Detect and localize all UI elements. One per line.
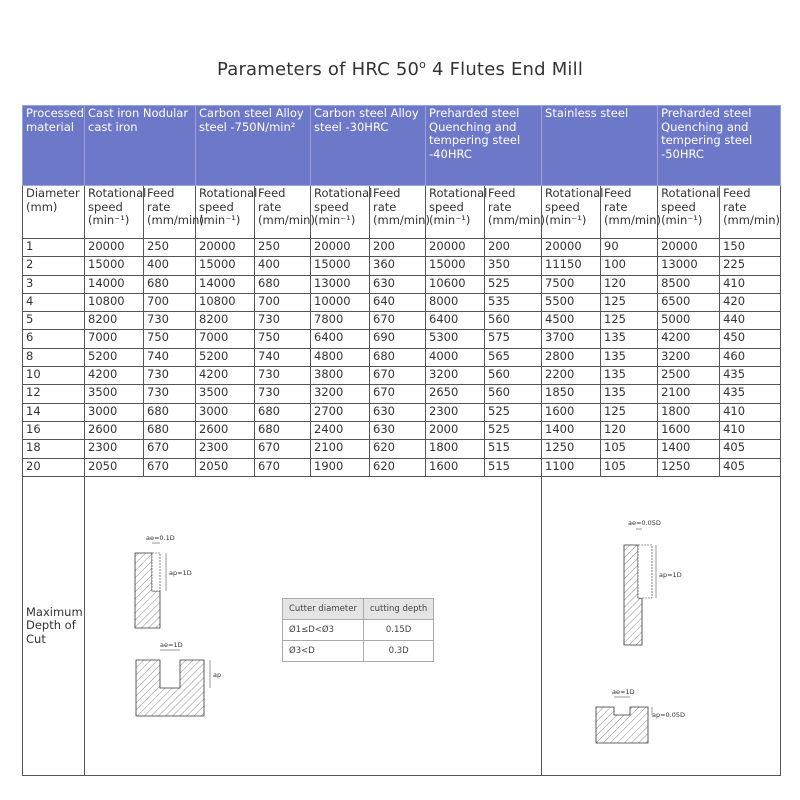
diameter-cell: 5 xyxy=(23,312,85,330)
table-row xyxy=(23,330,781,348)
speed-cell: 1400 xyxy=(542,421,601,439)
feed-cell: 125 xyxy=(601,293,658,311)
speed-cell: 2100 xyxy=(658,385,720,403)
ap-label: ap=0.05D xyxy=(652,711,686,719)
feed-cell: 200 xyxy=(485,239,542,257)
speed-cell: 8000 xyxy=(426,293,485,311)
speed-cell: 13000 xyxy=(658,257,720,275)
speed-cell: 2100 xyxy=(311,440,370,458)
speed-cell: 2050 xyxy=(196,458,255,476)
table-row xyxy=(23,312,781,330)
diameter-cell: 6 xyxy=(23,330,85,348)
speed-cell: 3500 xyxy=(196,385,255,403)
speed-cell: 10000 xyxy=(311,293,370,311)
cutting-depth-cell: 0.3D xyxy=(363,641,433,662)
speed-cell: 2600 xyxy=(196,421,255,439)
speed-cell: 7000 xyxy=(196,330,255,348)
feed-cell: 120 xyxy=(601,421,658,439)
feed-cell: 435 xyxy=(720,367,781,385)
speed-cell: 15000 xyxy=(196,257,255,275)
diameter-cell: 10 xyxy=(23,367,85,385)
feed-cell: 730 xyxy=(255,385,311,403)
feed-cell: 670 xyxy=(144,440,196,458)
speed-cell: 1600 xyxy=(426,458,485,476)
cutting-depth-header xyxy=(283,599,434,620)
feed-cell: 700 xyxy=(144,293,196,311)
table-row xyxy=(23,403,781,421)
speed-cell: 10600 xyxy=(426,275,485,293)
speed-cell: 5200 xyxy=(85,348,144,366)
cutter-diameter-header: Cutter diameter xyxy=(283,599,364,620)
speed-cell: 2300 xyxy=(85,440,144,458)
speed-cell: 7500 xyxy=(542,275,601,293)
material-carbon-steel-750: Carbon steel Alloy steel -750N/min² xyxy=(196,106,311,186)
speed-cell: 3800 xyxy=(311,367,370,385)
speed-cell: 7000 xyxy=(85,330,144,348)
table-row xyxy=(23,293,781,311)
feed-cell: 150 xyxy=(720,239,781,257)
ap-label: ap xyxy=(213,671,222,679)
feed-cell: 405 xyxy=(720,440,781,458)
diameter-cell: 2 xyxy=(23,257,85,275)
feed-cell: 670 xyxy=(370,312,426,330)
feed-cell: 535 xyxy=(485,293,542,311)
table-row xyxy=(23,348,781,366)
depth-of-cut-label: Maximum Depth of Cut xyxy=(23,476,85,775)
feed-cell: 740 xyxy=(144,348,196,366)
feed-cell: 730 xyxy=(255,367,311,385)
ae-label: ae=1D xyxy=(612,688,635,696)
speed-cell: 6400 xyxy=(311,330,370,348)
feed-cell: 525 xyxy=(485,275,542,293)
table-row xyxy=(23,421,781,439)
speed-header: Rotational speed (min⁻¹) xyxy=(311,186,370,239)
feed-cell: 515 xyxy=(485,458,542,476)
feed-cell: 420 xyxy=(720,293,781,311)
feed-cell: 450 xyxy=(720,330,781,348)
speed-cell: 2500 xyxy=(658,367,720,385)
feed-cell: 200 xyxy=(370,239,426,257)
speed-cell: 2600 xyxy=(85,421,144,439)
speed-cell: 4200 xyxy=(658,330,720,348)
feed-cell: 680 xyxy=(255,275,311,293)
feed-cell: 135 xyxy=(601,367,658,385)
page-title: Parameters of HRC 50$^o$ 4 Flutes End Mill xyxy=(216,58,584,80)
speed-header: Rotational speed (min⁻¹) xyxy=(85,186,144,239)
speed-cell: 14000 xyxy=(196,275,255,293)
feed-cell: 680 xyxy=(255,421,311,439)
cutting-depth-cell: 0.15D xyxy=(363,620,433,641)
feed-cell: 680 xyxy=(370,348,426,366)
ae-label: ae=0.1D xyxy=(146,534,175,542)
diameter-cell: 1 xyxy=(23,239,85,257)
feed-cell: 730 xyxy=(144,367,196,385)
table-row xyxy=(23,257,781,275)
speed-cell: 1900 xyxy=(311,458,370,476)
feed-cell: 105 xyxy=(601,458,658,476)
speed-cell: 6500 xyxy=(658,293,720,311)
finish-side-milling-diagram xyxy=(610,515,700,650)
feed-cell: 350 xyxy=(485,257,542,275)
feed-cell: 400 xyxy=(144,257,196,275)
feed-cell: 410 xyxy=(720,403,781,421)
speed-cell: 14000 xyxy=(85,275,144,293)
cutter-diameter-cell: Ø1≤D<Ø3 xyxy=(283,620,364,641)
speed-cell: 5300 xyxy=(426,330,485,348)
feed-cell: 630 xyxy=(370,275,426,293)
speed-cell: 7800 xyxy=(311,312,370,330)
processed-material-label: Processed material xyxy=(23,106,85,186)
side-milling-diagram xyxy=(130,533,210,633)
table-row xyxy=(23,458,781,476)
feed-cell: 560 xyxy=(485,367,542,385)
speed-cell: 20000 xyxy=(85,239,144,257)
speed-header: Rotational speed (min⁻¹) xyxy=(196,186,255,239)
cutter-diameter-cell: Ø3<D xyxy=(283,641,364,662)
diameter-cell: 18 xyxy=(23,440,85,458)
feed-cell: 90 xyxy=(601,239,658,257)
feed-cell: 250 xyxy=(255,239,311,257)
feed-cell: 575 xyxy=(485,330,542,348)
speed-cell: 1400 xyxy=(658,440,720,458)
feed-cell: 400 xyxy=(255,257,311,275)
cutting-depth-row xyxy=(283,641,434,662)
speed-cell: 8200 xyxy=(196,312,255,330)
speed-cell: 10800 xyxy=(85,293,144,311)
feed-cell: 680 xyxy=(144,421,196,439)
feed-cell: 135 xyxy=(601,330,658,348)
speed-cell: 1600 xyxy=(658,421,720,439)
feed-cell: 680 xyxy=(255,403,311,421)
speed-cell: 15000 xyxy=(85,257,144,275)
speed-cell: 20000 xyxy=(542,239,601,257)
speed-cell: 8500 xyxy=(658,275,720,293)
ap-label: ap=1D xyxy=(169,569,192,577)
speed-cell: 1250 xyxy=(542,440,601,458)
table-row xyxy=(23,239,781,257)
feed-header: Feed rate (mm/min) xyxy=(370,186,426,239)
feed-cell: 670 xyxy=(144,458,196,476)
feed-cell: 670 xyxy=(370,385,426,403)
feed-cell: 135 xyxy=(601,385,658,403)
table-row xyxy=(23,440,781,458)
speed-cell: 1250 xyxy=(658,458,720,476)
feed-cell: 620 xyxy=(370,458,426,476)
speed-cell: 4200 xyxy=(196,367,255,385)
speed-cell: 3000 xyxy=(196,403,255,421)
speed-cell: 3700 xyxy=(542,330,601,348)
speed-cell: 11150 xyxy=(542,257,601,275)
speed-cell: 4800 xyxy=(311,348,370,366)
feed-cell: 125 xyxy=(601,403,658,421)
feed-header: Feed rate (mm/min) xyxy=(485,186,542,239)
ae-label: ae=0.05D xyxy=(628,519,661,527)
feed-cell: 100 xyxy=(601,257,658,275)
speed-cell: 2050 xyxy=(85,458,144,476)
feed-cell: 565 xyxy=(485,348,542,366)
table-row xyxy=(23,367,781,385)
speed-cell: 3200 xyxy=(426,367,485,385)
table-row xyxy=(23,385,781,403)
feed-cell: 105 xyxy=(601,440,658,458)
diameter-cell: 3 xyxy=(23,275,85,293)
speed-cell: 5500 xyxy=(542,293,601,311)
material-preharded-50hrc: Preharded steel Quenching and tempering steel -50HRC xyxy=(658,106,781,186)
speed-header: Rotational speed (min⁻¹) xyxy=(426,186,485,239)
feed-cell: 730 xyxy=(255,312,311,330)
feed-cell: 750 xyxy=(144,330,196,348)
material-stainless-steel: Stainless steel xyxy=(542,106,658,186)
feed-cell: 740 xyxy=(255,348,311,366)
cutting-depth-row xyxy=(283,620,434,641)
speed-header: Rotational speed (min⁻¹) xyxy=(542,186,601,239)
feed-header: Feed rate (mm/min) xyxy=(144,186,196,239)
speed-cell: 2300 xyxy=(426,403,485,421)
speed-cell: 2800 xyxy=(542,348,601,366)
diameter-cell: 20 xyxy=(23,458,85,476)
feed-cell: 410 xyxy=(720,275,781,293)
speed-cell: 20000 xyxy=(426,239,485,257)
speed-cell: 4000 xyxy=(426,348,485,366)
feed-cell: 225 xyxy=(720,257,781,275)
speed-cell: 3200 xyxy=(311,385,370,403)
feed-cell: 560 xyxy=(485,312,542,330)
feed-cell: 120 xyxy=(601,275,658,293)
feed-cell: 250 xyxy=(144,239,196,257)
feed-cell: 640 xyxy=(370,293,426,311)
speed-cell: 6400 xyxy=(426,312,485,330)
speed-cell: 5200 xyxy=(196,348,255,366)
diameter-cell: 14 xyxy=(23,403,85,421)
diameter-cell: 8 xyxy=(23,348,85,366)
speed-cell: 4500 xyxy=(542,312,601,330)
speed-cell: 4200 xyxy=(85,367,144,385)
feed-header: Feed rate (mm/min) xyxy=(601,186,658,239)
feed-cell: 630 xyxy=(370,421,426,439)
speed-cell: 2650 xyxy=(426,385,485,403)
diameter-header: Diameter (mm) xyxy=(23,186,85,239)
cutting-depth-header-cell: cutting depth xyxy=(363,599,433,620)
feed-cell: 405 xyxy=(720,458,781,476)
speed-cell: 1800 xyxy=(658,403,720,421)
feed-cell: 690 xyxy=(370,330,426,348)
table-row xyxy=(23,275,781,293)
speed-cell: 3500 xyxy=(85,385,144,403)
feed-cell: 680 xyxy=(144,403,196,421)
ae-label: ae=1D xyxy=(160,641,183,649)
feed-header: Feed rate (mm/min) xyxy=(720,186,781,239)
feed-cell: 670 xyxy=(255,440,311,458)
column-header-row xyxy=(23,186,781,239)
speed-cell: 5000 xyxy=(658,312,720,330)
speed-cell: 15000 xyxy=(426,257,485,275)
feed-cell: 435 xyxy=(720,385,781,403)
finish-slotting-diagram xyxy=(590,685,700,750)
speed-cell: 20000 xyxy=(311,239,370,257)
speed-cell: 10800 xyxy=(196,293,255,311)
speed-cell: 1600 xyxy=(542,403,601,421)
feed-cell: 560 xyxy=(485,385,542,403)
feed-cell: 680 xyxy=(144,275,196,293)
feed-cell: 515 xyxy=(485,440,542,458)
feed-header: Feed rate (mm/min) xyxy=(255,186,311,239)
feed-cell: 620 xyxy=(370,440,426,458)
feed-cell: 670 xyxy=(370,367,426,385)
speed-cell: 1850 xyxy=(542,385,601,403)
speed-header: Rotational speed (min⁻¹) xyxy=(658,186,720,239)
speed-cell: 1800 xyxy=(426,440,485,458)
ap-label: ap=1D xyxy=(659,571,682,579)
speed-cell: 20000 xyxy=(658,239,720,257)
speed-cell: 15000 xyxy=(311,257,370,275)
speed-cell: 2000 xyxy=(426,421,485,439)
diameter-cell: 16 xyxy=(23,421,85,439)
data-rows xyxy=(23,239,781,477)
feed-cell: 525 xyxy=(485,403,542,421)
speed-cell: 3200 xyxy=(658,348,720,366)
speed-cell: 3000 xyxy=(85,403,144,421)
slotting-diagram xyxy=(130,638,240,728)
feed-cell: 525 xyxy=(485,421,542,439)
speed-cell: 1100 xyxy=(542,458,601,476)
feed-cell: 125 xyxy=(601,312,658,330)
speed-cell: 2200 xyxy=(542,367,601,385)
feed-cell: 135 xyxy=(601,348,658,366)
speed-cell: 13000 xyxy=(311,275,370,293)
speed-cell: 8200 xyxy=(85,312,144,330)
feed-cell: 630 xyxy=(370,403,426,421)
feed-cell: 730 xyxy=(144,312,196,330)
feed-cell: 440 xyxy=(720,312,781,330)
diameter-cell: 4 xyxy=(23,293,85,311)
feed-cell: 750 xyxy=(255,330,311,348)
feed-cell: 700 xyxy=(255,293,311,311)
feed-cell: 460 xyxy=(720,348,781,366)
speed-cell: 20000 xyxy=(196,239,255,257)
material-cast-iron: Cast iron Nodular cast iron xyxy=(85,106,196,186)
material-carbon-steel-30hrc: Carbon steel Alloy steel -30HRC xyxy=(311,106,426,186)
diameter-cell: 12 xyxy=(23,385,85,403)
speed-cell: 2400 xyxy=(311,421,370,439)
cutting-depth-table xyxy=(282,598,434,662)
speed-cell: 2700 xyxy=(311,403,370,421)
feed-cell: 410 xyxy=(720,421,781,439)
material-header-row xyxy=(23,106,781,186)
feed-cell: 730 xyxy=(144,385,196,403)
material-preharded-40hrc: Preharded steel Quenching and tempering steel -40HRC xyxy=(426,106,542,186)
feed-cell: 360 xyxy=(370,257,426,275)
feed-cell: 670 xyxy=(255,458,311,476)
speed-cell: 2300 xyxy=(196,440,255,458)
